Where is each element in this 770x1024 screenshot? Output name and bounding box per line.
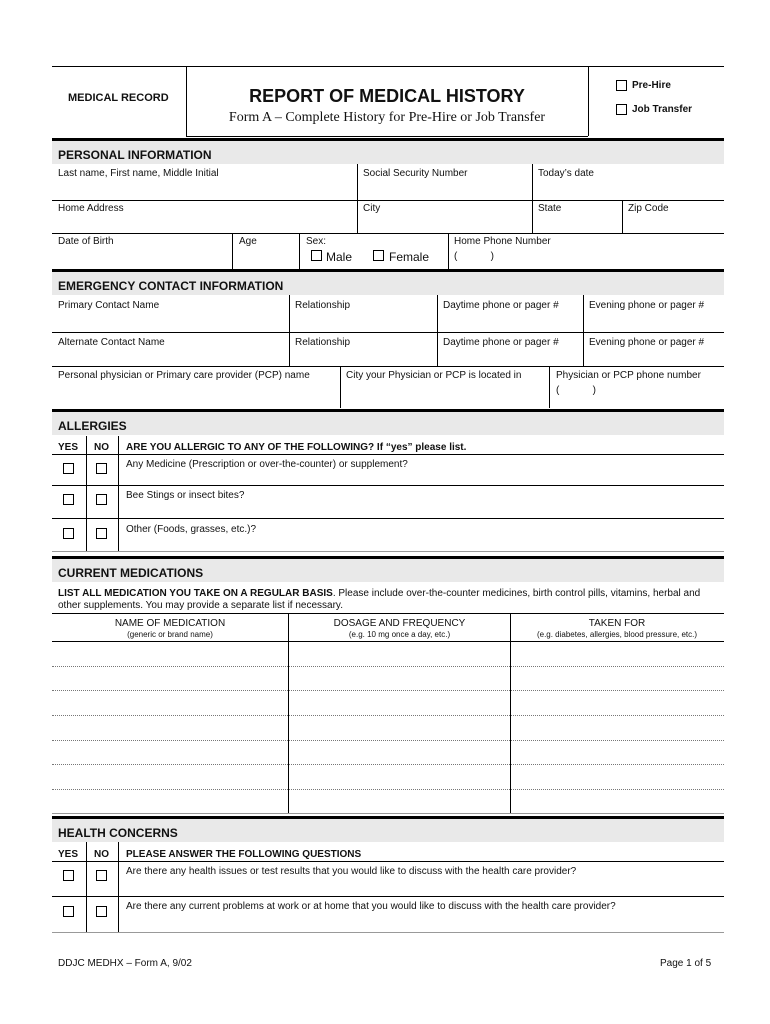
physician-name-label: Personal physician or Primary care provider (PCP) name — [58, 370, 310, 381]
health-question: PLEASE ANSWER THE FOLLOWING QUESTIONS — [126, 849, 362, 860]
allergies-heading — [52, 409, 724, 435]
medications-instructions-rest: . Please include over-the-counter medicines, birth control pills, vitamins, herbal and — [332, 588, 701, 599]
state-label: State — [538, 203, 562, 214]
job-transfer-label: Job Transfer — [632, 104, 693, 115]
medication-row-line — [52, 740, 724, 741]
emergency-heading — [52, 269, 724, 295]
form-subtitle: Form A – Complete History for Pre-Hire or Job Transfer — [228, 110, 546, 125]
medication-row-line — [52, 666, 724, 667]
col-taken-for: TAKEN FOR — [588, 618, 646, 629]
physician-city-label: City your Physician or PCP is located in — [346, 370, 522, 381]
allergies-title: ALLERGIES — [58, 419, 127, 433]
ssn-label: Social Security Number — [363, 168, 468, 179]
health-heading — [52, 816, 724, 842]
medications-instructions-bold: LIST ALL MEDICATION YOU TAKE ON A REGULAR BASIS — [58, 588, 333, 599]
medications-heading — [52, 556, 724, 582]
physician-phone-label: Physician or PCP phone number — [556, 370, 701, 381]
alternate-relationship-label: Relationship — [295, 337, 351, 348]
work-problems-yes-checkbox[interactable] — [63, 906, 74, 917]
today-date-label: Today’s date — [538, 168, 594, 179]
allergies-yes-header: YES — [58, 442, 79, 453]
female-label: Female — [389, 250, 430, 264]
health-issues-yes-checkbox[interactable] — [63, 870, 74, 881]
male-label: Male — [326, 250, 353, 264]
allergy-medicine-label: Any Medicine (Prescription or over-the-counter) or supplement? — [126, 459, 408, 470]
job-transfer-checkbox[interactable] — [616, 104, 627, 115]
form-title: REPORT OF MEDICAL HISTORY — [249, 86, 525, 106]
health-issues-label: Are there any health issues or test results that you would like to discuss with the health care provider? — [126, 866, 577, 877]
col-medication-name: NAME OF MEDICATION — [114, 618, 226, 629]
col-medication-name-sub: (generic or brand name) — [127, 630, 213, 639]
allergy-medicine-yes-checkbox[interactable] — [63, 463, 74, 474]
health-yes-header: YES — [58, 849, 79, 860]
female-checkbox[interactable] — [373, 250, 384, 261]
prehire-checkbox[interactable] — [616, 80, 627, 91]
city-label: City — [363, 203, 381, 214]
home-phone-paren: ( ) — [454, 251, 494, 262]
col-taken-for-sub: (e.g. diabetes, allergies, blood pressure, etc.) — [536, 630, 698, 639]
medication-row-line — [52, 764, 724, 765]
personal-info-title: PERSONAL INFORMATION — [58, 148, 212, 162]
medications-title: CURRENT MEDICATIONS — [58, 566, 204, 580]
medications-instructions-line2: other supplements. You may provide a separate list if necessary. — [58, 600, 343, 611]
primary-evening-label: Evening phone or pager # — [589, 300, 705, 311]
emergency-title: EMERGENCY CONTACT INFORMATION — [58, 279, 284, 293]
allergies-question: ARE YOU ALLERGIC TO ANY OF THE FOLLOWING? If “yes” please list. — [126, 442, 467, 453]
age-label: Age — [239, 236, 257, 247]
sex-label: Sex: — [306, 236, 327, 247]
allergy-bee-label: Bee Stings or insect bites? — [126, 490, 245, 501]
allergy-bee-no-checkbox[interactable] — [96, 494, 107, 505]
health-issues-no-checkbox[interactable] — [96, 870, 107, 881]
medical-record-label: MEDICAL RECORD — [68, 92, 169, 104]
home-phone-label: Home Phone Number — [454, 236, 551, 247]
male-checkbox[interactable] — [311, 250, 322, 261]
health-no-header: NO — [94, 849, 109, 860]
allergy-other-yes-checkbox[interactable] — [63, 528, 74, 539]
col-dosage-sub: (e.g. 10 mg once a day, etc.) — [348, 630, 451, 639]
personal-info-heading — [52, 138, 724, 164]
name-label: Last name, First name, Middle Initial — [58, 168, 219, 179]
allergies-no-header: NO — [94, 442, 109, 453]
allergy-other-label: Other (Foods, grasses, etc.)? — [126, 524, 257, 535]
allergy-other-no-checkbox[interactable] — [96, 528, 107, 539]
alternate-daytime-label: Daytime phone or pager # — [443, 337, 559, 348]
allergy-medicine-no-checkbox[interactable] — [96, 463, 107, 474]
alternate-contact-label: Alternate Contact Name — [58, 337, 165, 348]
allergy-bee-yes-checkbox[interactable] — [63, 494, 74, 505]
work-problems-no-checkbox[interactable] — [96, 906, 107, 917]
medication-row-line — [52, 789, 724, 790]
primary-contact-label: Primary Contact Name — [58, 300, 160, 311]
primary-daytime-label: Daytime phone or pager # — [443, 300, 559, 311]
health-title: HEALTH CONCERNS — [58, 826, 178, 840]
form-id: DDJC MEDHX – Form A, 9/02 — [58, 958, 192, 969]
work-problems-label: Are there any current problems at work or at home that you would like to discuss with the health care provider? — [126, 901, 616, 912]
home-address-label: Home Address — [58, 203, 124, 214]
zip-label: Zip Code — [628, 203, 669, 214]
medication-row-line — [52, 690, 724, 691]
prehire-label: Pre-Hire — [632, 80, 671, 91]
primary-relationship-label: Relationship — [295, 300, 351, 311]
page-number: Page 1 of 5 — [660, 958, 712, 969]
medications-instructions — [58, 588, 700, 599]
dob-label: Date of Birth — [58, 236, 114, 247]
medication-row-line — [52, 715, 724, 716]
col-dosage: DOSAGE AND FREQUENCY — [333, 618, 466, 629]
physician-phone-paren: ( ) — [556, 385, 596, 396]
alternate-evening-label: Evening phone or pager # — [589, 337, 705, 348]
